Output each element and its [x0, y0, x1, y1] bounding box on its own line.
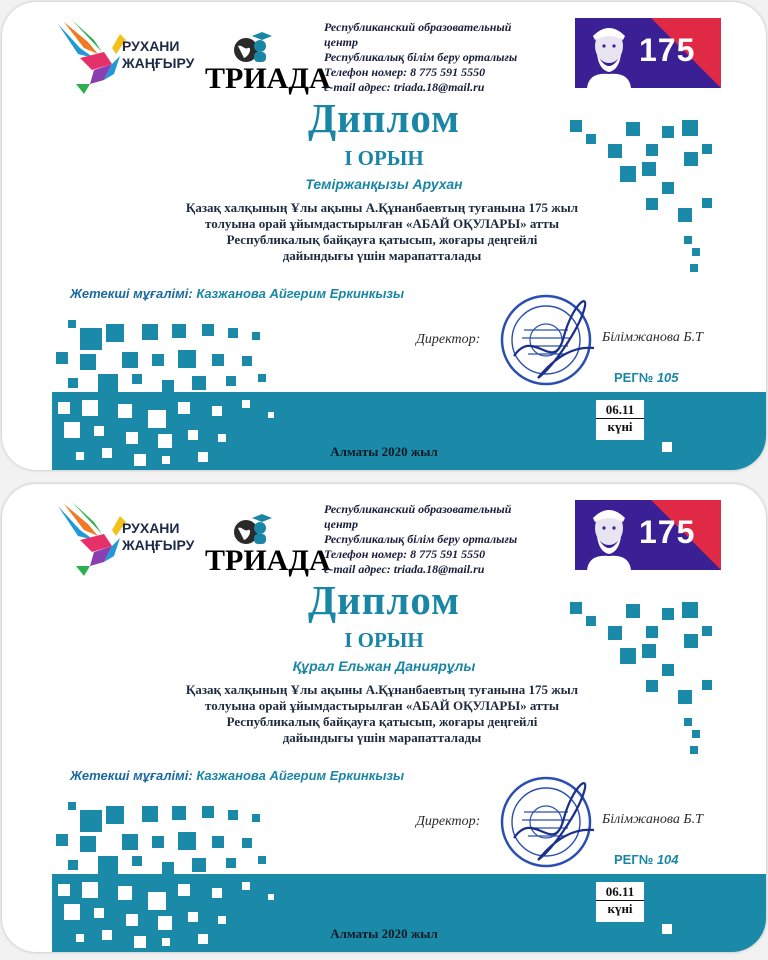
award-text: Қазақ халқының Ұлы ақыны А.Құнанбаевтың туғанына 175 жыл толуына орай ұйымдастырылған «АБАЙ ОҚУЛАРЫ» атты Республикалық байқауға қатысып, жоғары деңгейлі дайындығы үшін марапатталады: [185, 682, 579, 745]
decorative-square: [212, 836, 224, 848]
rukhani-logo-text: РУХАНИ ЖАҢҒЫРУ: [122, 38, 195, 71]
decorative-square: [82, 882, 98, 898]
decorative-square: [690, 264, 698, 272]
decorative-square: [126, 914, 138, 926]
decorative-square: [56, 352, 68, 364]
decorative-square: [192, 376, 206, 390]
supervisor-name: Казжанова Айгерим Еркинкызы: [196, 286, 405, 301]
director-name: Білімжанова Б.Т: [602, 812, 703, 827]
stamp-signature: [494, 768, 606, 874]
decorative-square: [68, 320, 76, 328]
registration-number: [614, 852, 679, 867]
decorative-square: [178, 350, 196, 368]
decorative-square: [202, 324, 214, 336]
place-label: І ОРЫН: [344, 146, 424, 170]
director-name: Білімжанова Б.Т: [602, 330, 703, 345]
supervisor-line: [70, 286, 404, 301]
supervisor-label: Жетекші мұғалімі:: [70, 768, 193, 783]
decorative-square: [218, 916, 226, 924]
diploma-card-2: [2, 484, 766, 952]
recipient-name: Құрал Ельжан Даниярұлы: [292, 658, 476, 674]
triada-brand: ТРИАДА: [205, 544, 331, 577]
decorative-square: [80, 328, 102, 350]
decorative-square: [64, 422, 80, 438]
decorative-square: [162, 380, 174, 392]
decorative-square: [646, 198, 658, 210]
decorative-square: [132, 856, 142, 866]
date-box: [596, 400, 644, 440]
decorative-square: [242, 838, 252, 848]
decorative-square: [94, 426, 104, 436]
decorative-square: [80, 810, 102, 832]
decorative-square: [188, 430, 198, 440]
date-label: күні: [607, 419, 633, 434]
decorative-square: [242, 400, 250, 408]
decorative-square: [178, 884, 190, 896]
decorative-square: [68, 378, 78, 388]
decorative-square: [56, 834, 68, 846]
decorative-square: [242, 356, 252, 366]
rukhani-logo-text: РУХАНИ ЖАҢҒЫРУ: [122, 520, 195, 553]
decorative-square: [692, 730, 700, 738]
decorative-square: [678, 690, 692, 704]
decorative-square: [684, 718, 692, 726]
decorative-square: [212, 406, 222, 416]
decorative-square: [218, 434, 226, 442]
decorative-square: [118, 886, 132, 900]
decorative-square: [106, 806, 124, 824]
abai-portrait-icon: [583, 502, 635, 570]
decorative-square: [94, 908, 104, 918]
city-year: Алматы 2020 жыл: [330, 926, 438, 941]
place-label: І ОРЫН: [344, 628, 424, 652]
decorative-square: [226, 376, 236, 386]
diploma-title: Диплом: [307, 95, 461, 141]
decorative-square: [268, 412, 274, 418]
decorative-square: [132, 374, 142, 384]
decorative-square: [228, 328, 238, 338]
decorative-square: [64, 904, 80, 920]
supervisor-line: [70, 768, 404, 783]
decorative-square: [192, 858, 206, 872]
decorative-square: [68, 802, 76, 810]
registration-number: [614, 370, 679, 385]
decorative-square: [106, 324, 124, 342]
decorative-square: [80, 836, 96, 852]
decorative-square: [258, 856, 266, 864]
decorative-square: [122, 352, 138, 368]
recipient-name: Теміржанқызы Арухан: [305, 176, 463, 192]
date-box: [596, 882, 644, 922]
date-label: күні: [607, 901, 633, 916]
decorative-square: [690, 746, 698, 754]
reg-label: РЕГ№: [614, 852, 654, 867]
decorative-square: [646, 680, 658, 692]
decorative-square: [268, 894, 274, 900]
decorative-square: [226, 858, 236, 868]
decorative-square: [178, 832, 196, 850]
decorative-square: [142, 324, 158, 340]
supervisor-label: Жетекші мұғалімі:: [70, 286, 193, 301]
decorative-square: [684, 236, 692, 244]
decorative-square: [258, 374, 266, 382]
decorative-square: [58, 402, 70, 414]
decorative-square: [702, 198, 712, 208]
decorative-square: [228, 810, 238, 820]
abai-175-badge: [575, 500, 721, 570]
abai-portrait-icon: [583, 20, 635, 88]
decorative-square: [98, 856, 118, 876]
reg-number: 105: [656, 370, 679, 385]
globe-graduate-icon: [232, 512, 272, 546]
director-label: Директор:: [416, 332, 481, 347]
supervisor-name: Казжанова Айгерим Еркинкызы: [196, 768, 405, 783]
decorative-square: [702, 680, 712, 690]
decorative-square: [82, 400, 98, 416]
organization-info: Республиканский образовательный центр Республикалық білім беру орталығы Телефон номер: 8 775 591 5550 e-mail адрес: triada.18@mail.ru: [324, 20, 518, 94]
diploma-title: Диплом: [307, 577, 461, 623]
decorative-square: [122, 834, 138, 850]
decorative-square: [212, 888, 222, 898]
decorative-square: [148, 892, 166, 910]
director-label: Директор:: [416, 814, 481, 829]
decorative-square: [178, 402, 190, 414]
decorative-square: [212, 354, 224, 366]
decorative-square: [202, 806, 214, 818]
decorative-square: [80, 354, 96, 370]
organization-info: Республиканский образовательный центр Республикалық білім беру орталығы Телефон номер: 8 775 591 5550 e-mail адрес: triada.18@mail.ru: [324, 502, 518, 576]
triada-brand: ТРИАДА: [205, 62, 331, 95]
decorative-square: [678, 208, 692, 222]
date-value: 06.11: [596, 882, 644, 901]
decorative-square: [142, 806, 158, 822]
decorative-square: [172, 324, 186, 338]
diploma-card-1: [2, 2, 766, 470]
decorative-square: [692, 248, 700, 256]
decorative-square: [68, 860, 78, 870]
stamp-signature: [494, 286, 606, 392]
city-year: Алматы 2020 жыл: [330, 444, 438, 459]
decorative-square: [152, 354, 164, 366]
decorative-square: [98, 374, 118, 394]
decorative-square: [172, 806, 186, 820]
reg-number: 104: [656, 852, 679, 867]
decorative-square: [152, 836, 164, 848]
date-value: 06.11: [596, 400, 644, 419]
decorative-square: [252, 332, 260, 340]
decorative-square: [148, 410, 166, 428]
globe-graduate-icon: [232, 30, 272, 64]
abai-175-badge: [575, 18, 721, 88]
award-text: Қазақ халқының Ұлы ақыны А.Құнанбаевтың туғанына 175 жыл толуына орай ұйымдастырылған «АБАЙ ОҚУЛАРЫ» атты Республикалық байқауға қатысып, жоғары деңгейлі дайындығы үшін марапатталады: [185, 200, 579, 263]
decorative-square: [252, 814, 260, 822]
badge-number: 175: [639, 32, 696, 68]
reg-label: РЕГ№: [614, 370, 654, 385]
decorative-square: [126, 432, 138, 444]
decorative-square: [242, 882, 250, 890]
decorative-square: [188, 912, 198, 922]
decorative-square: [162, 862, 174, 874]
decorative-square: [58, 884, 70, 896]
badge-number: 175: [639, 514, 696, 550]
decorative-square: [118, 404, 132, 418]
